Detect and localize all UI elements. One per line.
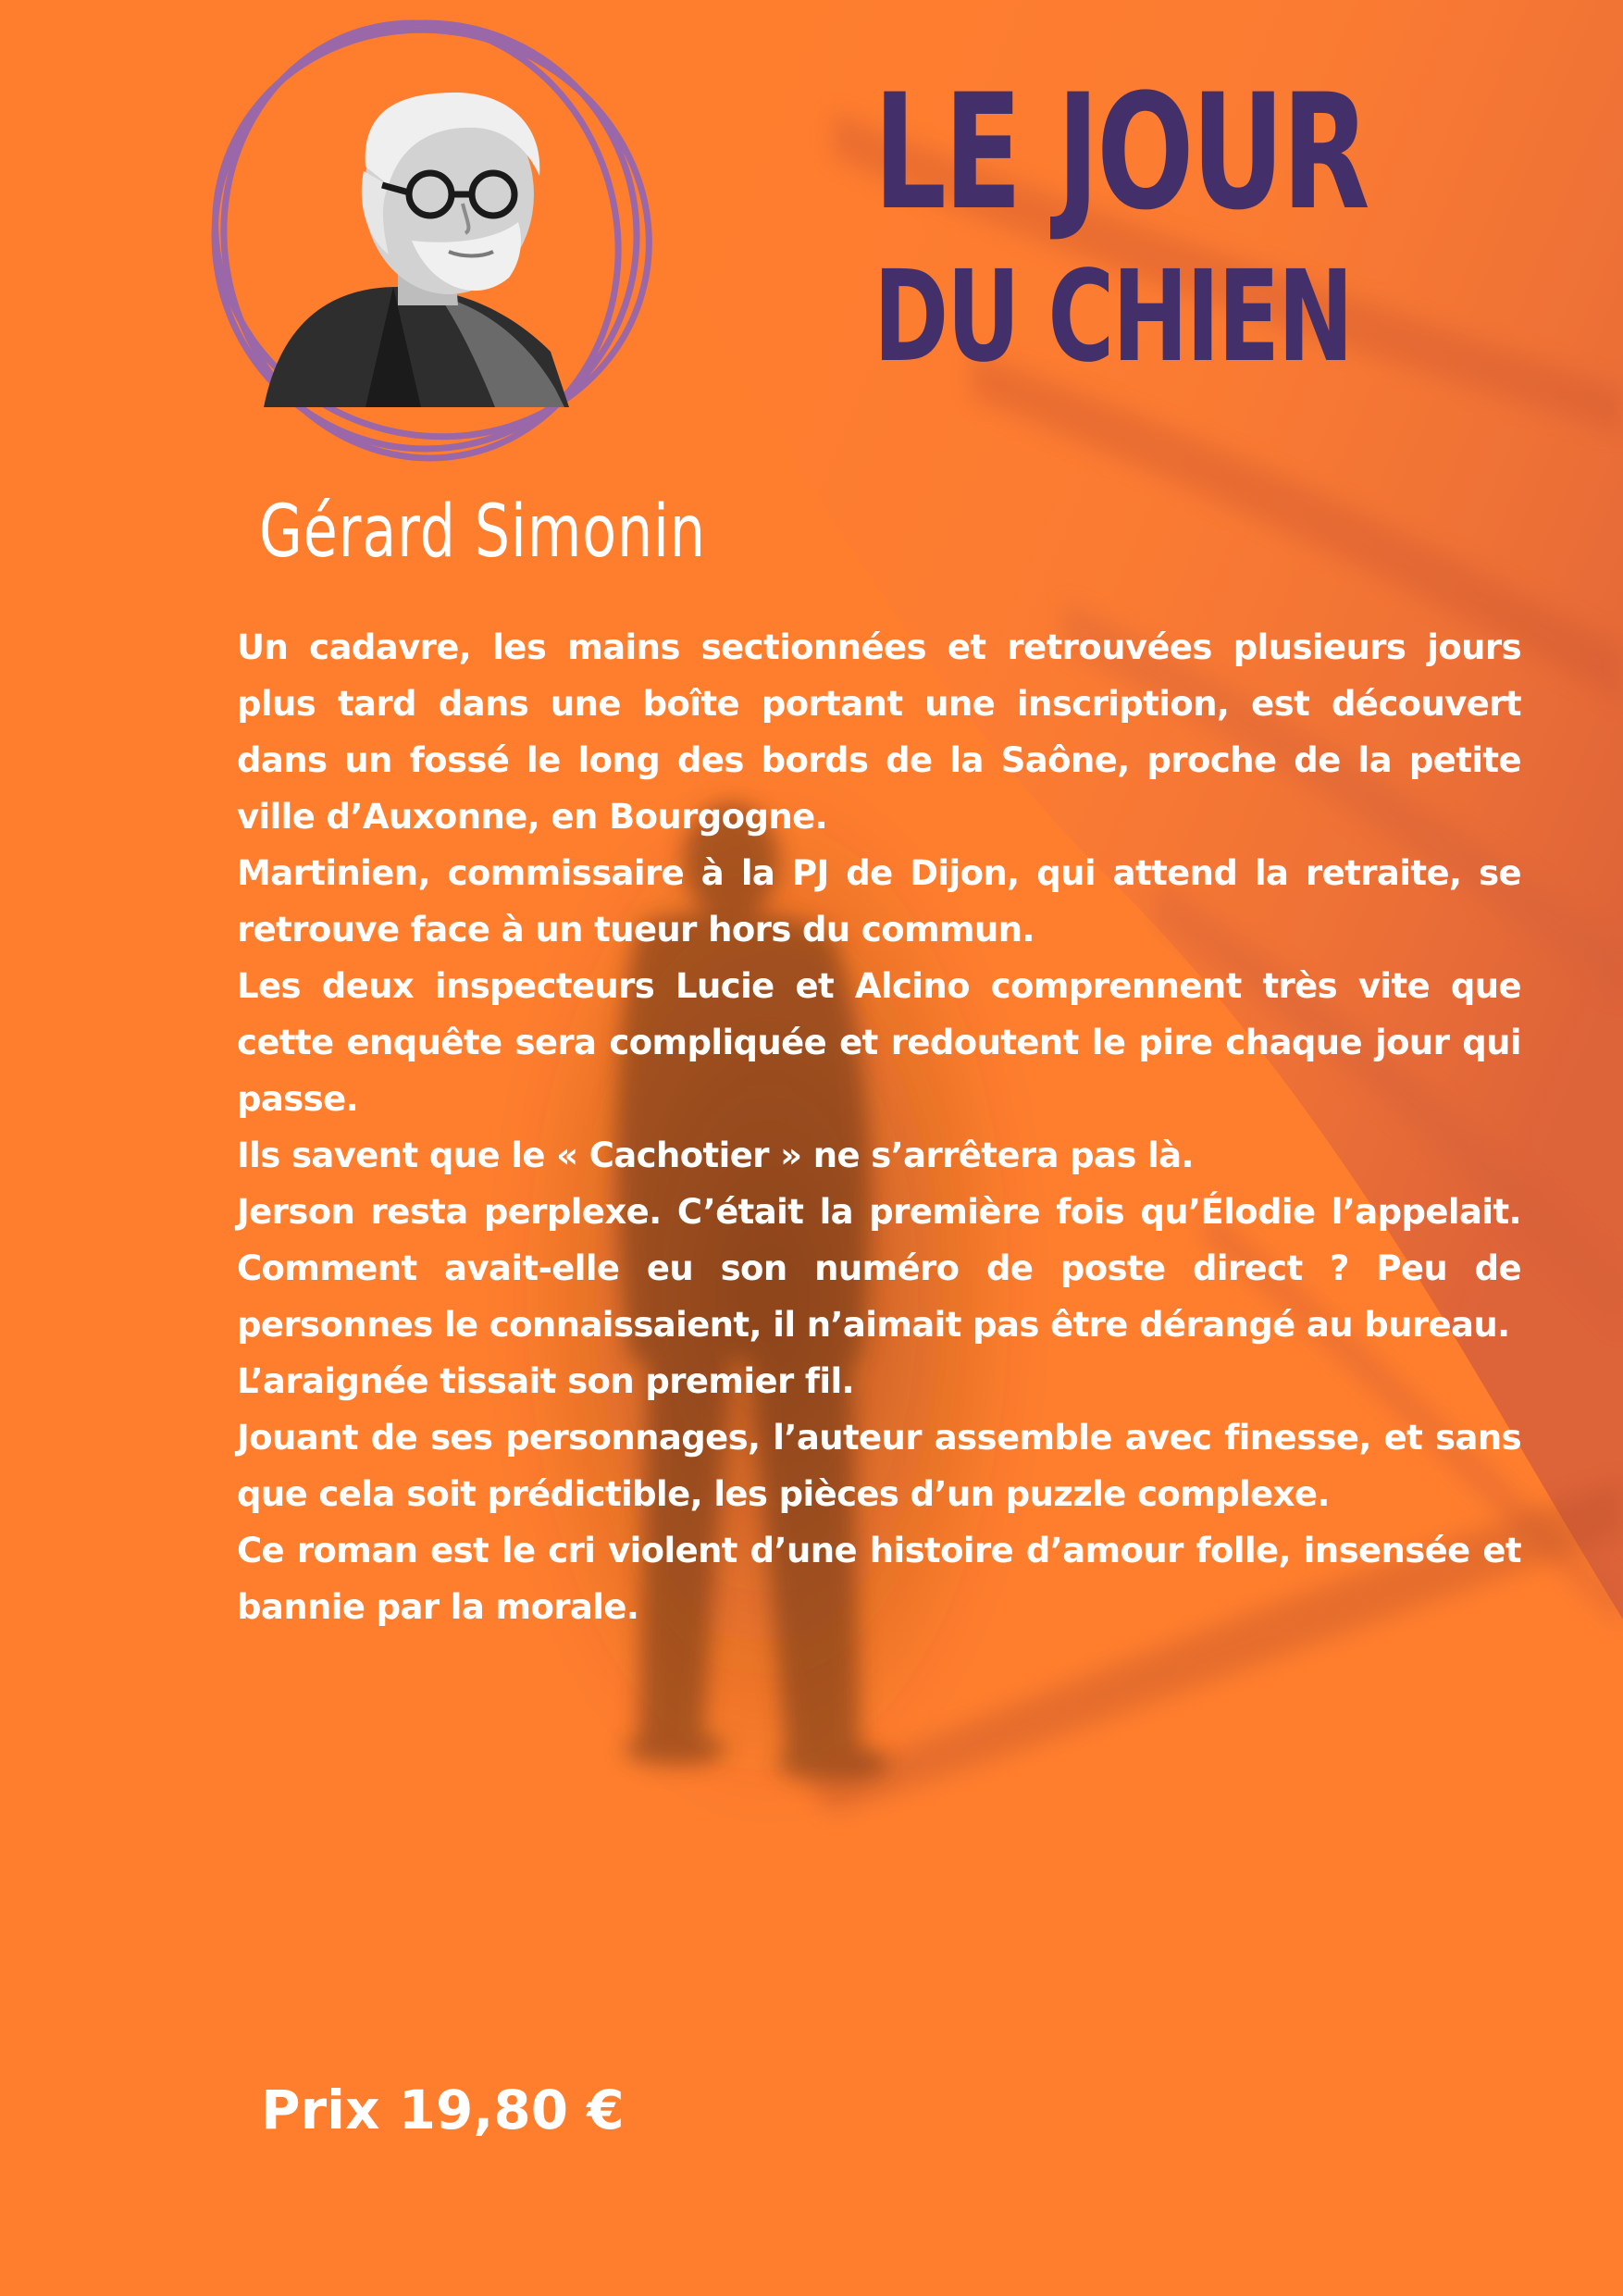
book-title-line-1: LE JOUR	[873, 59, 1368, 245]
blurb-paragraph: L’araignée tissait son premier fil.	[237, 1361, 854, 1401]
blurb-paragraph: Martinien, commissaire à la PJ de Dijon, qui attend la retraite, se retrouve face à un tueur hors du commun.	[237, 853, 1521, 949]
price-label: Prix 19,80 €	[261, 2079, 625, 2141]
blurb-paragraph: Jerson resta perplexe. C’était la première fois qu’Élodie l’appelait. Comment avait-elle eu son numéro de poste direct ? Peu de personnes le connaissaient, il n’aimait pas être dérangé au bureau.	[237, 1192, 1521, 1345]
book-title-line-2: DU CHIEN	[873, 244, 1352, 391]
blurb-paragraph: Un cadavre, les mains sectionnées et retrouvées plusieurs jours plus tard dans une boîte portant une inscription, est découvert dans un fossé le long des bords de la Saône, proche de la petite ville d’Auxonne, en Bourgogne.	[237, 627, 1521, 837]
back-cover-blurb	[237, 619, 1521, 1635]
blurb-paragraph: Les deux inspecteurs Lucie et Alcino comprennent très vite que cette enquête sera compliquée et redoutent le pire chaque jour qui passe.	[237, 966, 1521, 1119]
blurb-paragraph: Ce roman est le cri violent d’une histoire d’amour folle, insensée et bannie par la morale.	[237, 1531, 1521, 1627]
blurb-paragraph: Jouant de ses personnages, l’auteur assemble avec finesse, et sans que cela soit prédictible, les pièces d’un puzzle complexe.	[237, 1418, 1521, 1514]
author-portrait	[199, 9, 652, 481]
book-title	[796, 59, 1368, 391]
author-name: Gérard Simonin	[259, 490, 706, 574]
blurb-paragraph: Ils savent que le « Cachotier » ne s’arrêtera pas là.	[237, 1136, 1194, 1175]
